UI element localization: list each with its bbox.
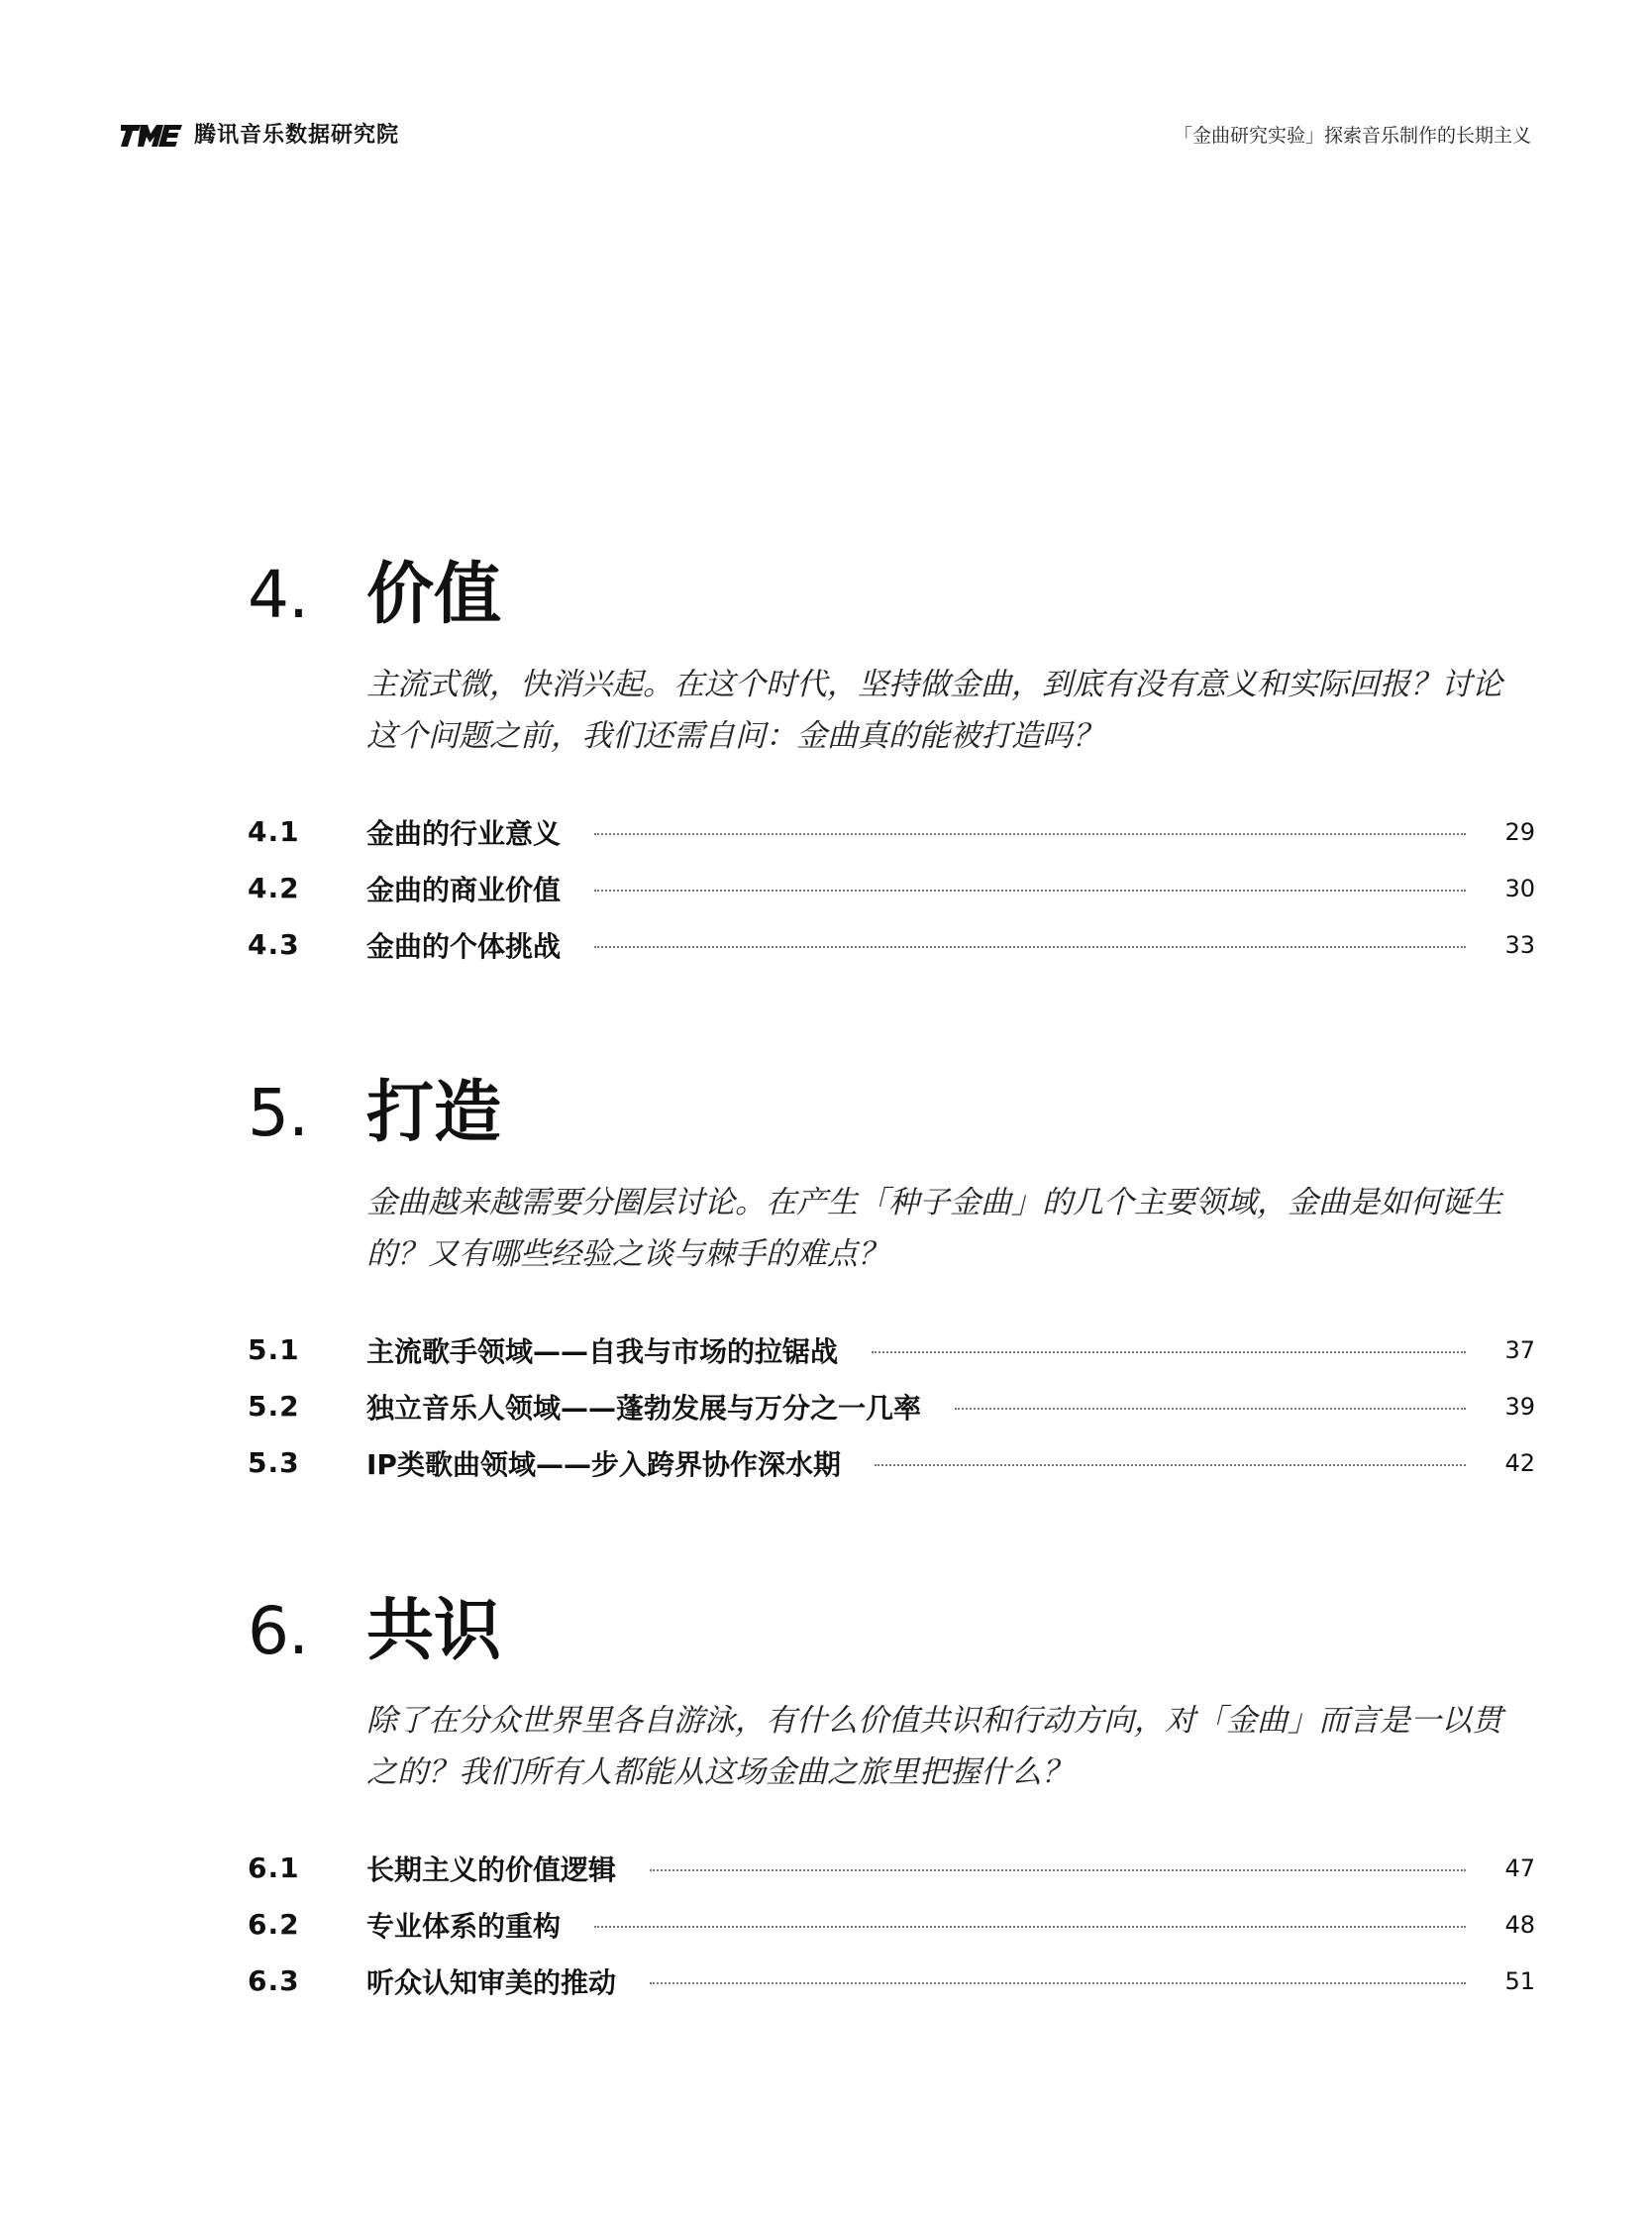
section-title: 打造 bbox=[366, 1074, 502, 1152]
logo-text: 腾讯音乐数据研究院 bbox=[194, 123, 400, 148]
dot-leader bbox=[594, 833, 1466, 835]
toc-entry-number: 5.2 bbox=[248, 1390, 300, 1423]
section-build bbox=[248, 1066, 1535, 1491]
toc-entry-page: 42 bbox=[1504, 1448, 1535, 1477]
section-heading bbox=[248, 548, 1535, 643]
section-title: 价值 bbox=[366, 556, 502, 634]
toc-entry-title: 金曲的商业价值 bbox=[366, 873, 562, 906]
toc-entry-page: 33 bbox=[1504, 930, 1535, 959]
toc-entry[interactable] bbox=[248, 1840, 1535, 1896]
toc-entry-page: 37 bbox=[1504, 1335, 1535, 1364]
section-number: 4. bbox=[248, 557, 308, 633]
dot-leader bbox=[650, 1869, 1466, 1871]
toc-entry[interactable] bbox=[248, 803, 1535, 860]
toc-entry-page: 30 bbox=[1504, 874, 1535, 902]
toc-entry-number: 5.3 bbox=[248, 1446, 300, 1479]
toc-entry-title: 金曲的行业意义 bbox=[366, 816, 562, 850]
toc-list bbox=[248, 803, 1535, 973]
section-title: 共识 bbox=[366, 1592, 502, 1670]
toc-entry-page: 51 bbox=[1504, 1966, 1535, 1995]
dot-leader bbox=[594, 890, 1466, 892]
section-description: 除了在分众世界里各自游泳，有什么价值共识和行动方向，对「金曲」而言是一以贯之的？我们所有人都能从这场金曲之旅里把握什么？ bbox=[366, 1703, 1502, 1790]
toc-entry-title: 听众认知审美的推动 bbox=[366, 1965, 617, 1999]
section-heading bbox=[248, 1584, 1535, 1679]
toc-entry-page: 47 bbox=[1504, 1853, 1535, 1882]
toc-entry-title: 主流歌手领域——自我与市场的拉锯战 bbox=[366, 1334, 839, 1368]
toc-entry-number: 6.1 bbox=[248, 1852, 300, 1884]
section-heading bbox=[248, 1066, 1535, 1161]
section-consensus bbox=[248, 1584, 1535, 2009]
toc-entry[interactable] bbox=[248, 860, 1535, 916]
dot-leader bbox=[955, 1408, 1466, 1410]
toc-entry-page: 39 bbox=[1504, 1392, 1535, 1421]
toc-entry-title: 专业体系的重构 bbox=[366, 1909, 562, 1943]
dot-leader bbox=[875, 1464, 1466, 1466]
toc-list bbox=[248, 1322, 1535, 1491]
dot-leader bbox=[594, 946, 1466, 948]
toc-entry-title: IP类歌曲领域——步入跨界协作深水期 bbox=[366, 1447, 841, 1481]
header-report-title: 「金曲研究实验」探索音乐制作的长期主义 bbox=[1173, 125, 1531, 147]
toc-entry[interactable] bbox=[248, 1322, 1535, 1378]
toc-entry[interactable] bbox=[248, 1953, 1535, 2009]
toc-entry[interactable] bbox=[248, 1378, 1535, 1434]
section-number: 6. bbox=[248, 1593, 308, 1669]
toc-entry-number: 6.3 bbox=[248, 1964, 300, 1997]
toc-entry[interactable] bbox=[248, 916, 1535, 973]
toc-entry-title: 独立音乐人领域——蓬勃发展与万分之一几率 bbox=[366, 1391, 922, 1425]
toc-entry[interactable] bbox=[248, 1434, 1535, 1491]
dot-leader bbox=[650, 1982, 1466, 1984]
toc-entry-number: 5.1 bbox=[248, 1333, 300, 1366]
toc-entry-title: 金曲的个体挑战 bbox=[366, 929, 562, 963]
page-header bbox=[121, 119, 1531, 153]
toc-entry-number: 4.2 bbox=[248, 872, 300, 904]
tme-logo-icon bbox=[121, 125, 182, 147]
toc-entry-number: 4.3 bbox=[248, 928, 300, 961]
toc-list bbox=[248, 1840, 1535, 2009]
section-number: 5. bbox=[248, 1075, 308, 1151]
toc-entry-number: 4.1 bbox=[248, 815, 300, 848]
logo bbox=[121, 119, 399, 153]
section-description: 主流式微，快消兴起。在这个时代，坚持做金曲，到底有没有意义和实际回报？讨论这个问题之前，我们还需自问：金曲真的能被打造吗？ bbox=[366, 667, 1502, 754]
dot-leader bbox=[872, 1351, 1466, 1353]
toc-entry-page: 48 bbox=[1504, 1910, 1535, 1939]
toc-entry-number: 6.2 bbox=[248, 1908, 300, 1941]
section-description: 金曲越来越需要分圈层讨论。在产生「种子金曲」的几个主要领域，金曲是如何诞生的？又有哪些经验之谈与棘手的难点？ bbox=[366, 1185, 1502, 1272]
toc-entry[interactable] bbox=[248, 1896, 1535, 1953]
toc-entry-title: 长期主义的价值逻辑 bbox=[366, 1852, 617, 1886]
toc-entry-page: 29 bbox=[1504, 817, 1535, 846]
section-value bbox=[248, 548, 1535, 973]
dot-leader bbox=[594, 1926, 1466, 1928]
